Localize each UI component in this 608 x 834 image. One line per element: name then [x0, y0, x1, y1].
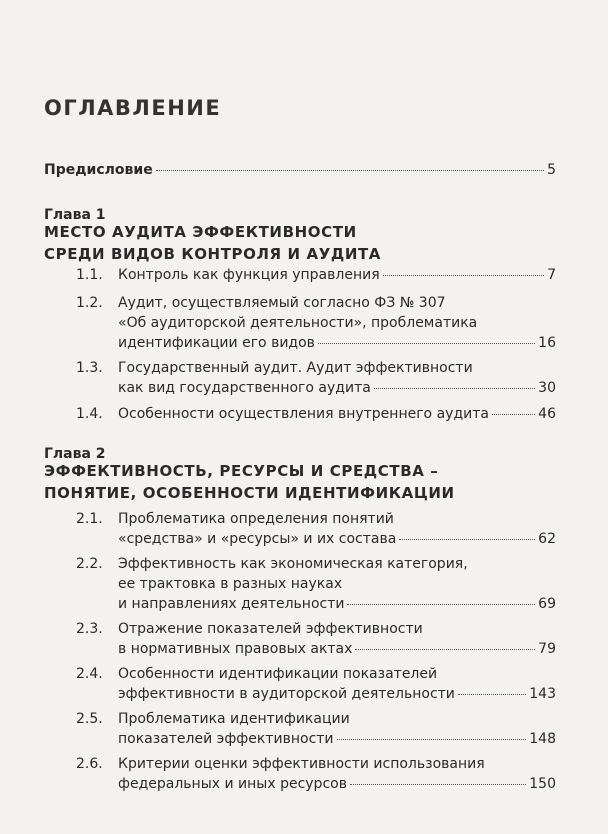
leader-dots — [383, 275, 544, 276]
toc-entry-preface[interactable] — [44, 160, 556, 180]
leader-dots — [347, 604, 535, 605]
entry-label: Предисловие — [44, 162, 153, 178]
section-number: 2.6. — [76, 756, 103, 772]
entry-label: Критерии оценки эффективности использования — [118, 756, 485, 772]
entry-label: идентификации его видов — [118, 335, 315, 351]
toc-entry[interactable] — [118, 265, 556, 285]
chapter-title: СРЕДИ ВИДОВ КОНТРОЛЯ И АУДИТА — [44, 245, 382, 263]
section-number: 2.4. — [76, 666, 103, 682]
toc-entry[interactable] — [118, 639, 556, 659]
entry-label: Государственный аудит. Аудит эффективности — [118, 360, 473, 376]
entry-label: показателей эффективности — [118, 731, 334, 747]
page-number: 46 — [538, 406, 556, 422]
leader-dots — [355, 649, 535, 650]
toc-entry[interactable] — [118, 333, 556, 353]
entry-label: Особенности осуществления внутреннего аудита — [118, 406, 489, 422]
section-number: 2.3. — [76, 621, 103, 637]
section-number: 1.2. — [76, 295, 103, 311]
leader-dots — [492, 414, 535, 415]
page-number: 143 — [529, 686, 556, 702]
page-number: 7 — [547, 267, 556, 283]
entry-label: Отражение показателей эффективности — [118, 621, 423, 637]
leader-dots — [350, 784, 526, 785]
chapter-title: МЕСТО АУДИТА ЭФФЕКТИВНОСТИ — [44, 223, 357, 241]
entry-label: в нормативных правовых актах — [118, 641, 353, 657]
entry-label: как вид государственного аудита — [118, 380, 371, 396]
leader-dots — [399, 539, 535, 540]
leader-dots — [318, 343, 535, 344]
toc-entry[interactable] — [118, 529, 556, 549]
section-number: 1.4. — [76, 406, 103, 422]
entry-label: Аудит, осуществляемый согласно ФЗ № 307 — [118, 295, 446, 311]
chapter-title: ПОНЯТИЕ, ОСОБЕННОСТИ ИДЕНТИФИКАЦИИ — [44, 484, 455, 502]
chapter-label: Глава 2 — [44, 446, 106, 462]
section-number: 2.5. — [76, 711, 103, 727]
entry-label: «средства» и «ресурсы» и их состава — [118, 531, 397, 547]
leader-dots — [337, 739, 527, 740]
page-number: 79 — [538, 641, 556, 657]
chapter-title: ЭФФЕКТИВНОСТЬ, РЕСУРСЫ И СРЕДСТВА – — [44, 462, 439, 480]
entry-label: ее трактовка в разных науках — [118, 576, 343, 592]
entry-label: Проблематика определения понятий — [118, 511, 394, 527]
page-number: 150 — [529, 776, 556, 792]
section-number: 1.1. — [76, 267, 103, 283]
section-number: 1.3. — [76, 360, 103, 376]
entry-label: Особенности идентификации показателей — [118, 666, 438, 682]
entry-label: Проблематика идентификации — [118, 711, 350, 727]
entry-label: эффективности в аудиторской деятельности — [118, 686, 455, 702]
chapter-label: Глава 1 — [44, 207, 106, 223]
leader-dots — [374, 388, 535, 389]
toc-entry[interactable] — [118, 378, 556, 398]
page-number: 5 — [547, 162, 556, 178]
entry-label: федеральных и иных ресурсов — [118, 776, 347, 792]
page-number: 16 — [538, 335, 556, 351]
leader-dots — [458, 694, 526, 695]
toc-entry[interactable] — [118, 774, 556, 794]
section-number: 2.1. — [76, 511, 103, 527]
entry-label: и направлениях деятельности — [118, 596, 345, 612]
leader-dots — [156, 170, 544, 171]
entry-label: «Об аудиторской деятельности», проблематика — [118, 315, 478, 331]
page-number: 62 — [538, 531, 556, 547]
toc-entry[interactable] — [118, 404, 556, 424]
entry-label: Эффективность как экономическая категория, — [118, 556, 468, 572]
toc-title: ОГЛАВЛЕНИЕ — [44, 96, 222, 120]
section-number: 2.2. — [76, 556, 103, 572]
page-number: 69 — [538, 596, 556, 612]
toc-entry[interactable] — [118, 684, 556, 704]
toc-entry[interactable] — [118, 594, 556, 614]
toc-entry[interactable] — [118, 729, 556, 749]
page-number: 30 — [538, 380, 556, 396]
page-number: 148 — [529, 731, 556, 747]
entry-label: Контроль как функция управления — [118, 267, 380, 283]
